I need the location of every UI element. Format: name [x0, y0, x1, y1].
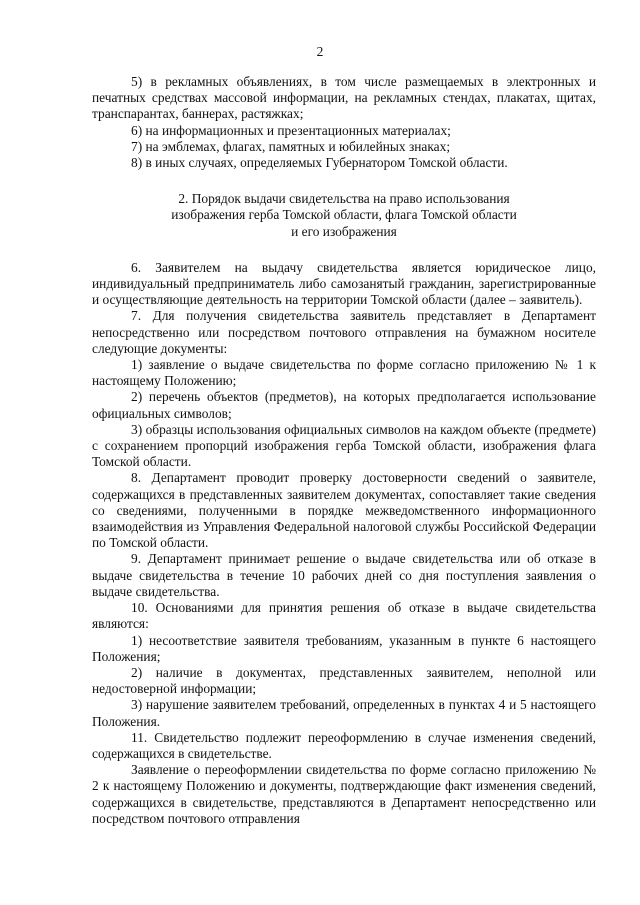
section-heading	[92, 191, 596, 240]
paragraph: 3) образцы использования официальных символов на каждом объекте (предмете) с сохранением пропорций изображения герба Томской области, изображения флага Томской области.	[92, 421, 596, 470]
section-heading-line: и его изображения	[291, 223, 397, 239]
paragraph: Заявление о переоформлении свидетельства по форме согласно приложению № 2 к настоящему Положению и документы, подтверждающие факт изменения сведений, содержащихся в свидетельстве, представляются в Департамент непосредственно или посредством почтового отправления	[92, 762, 596, 826]
paragraph: 8. Департамент проводит проверку достоверности сведений о заявителе, содержащихся в представленных заявителем документах, сопоставляет такие сведения со сведениями, полученными в порядке межведомственного информационного взаимодействия из Управления Федеральной налоговой службы Российской Федерации по Томской области.	[92, 470, 596, 551]
paragraph: 2) наличие в документах, представленных заявителем, неполной или недостоверной информации;	[92, 664, 596, 697]
paragraph: 9. Департамент принимает решение о выдаче свидетельства или об отказе в выдаче свидетельства в течение 10 рабочих дней со дня поступления заявления о выдаче свидетельства.	[92, 551, 596, 599]
paragraph: 11. Свидетельство подлежит переоформлению в случае изменения сведений, содержащихся в свидетельстве.	[92, 729, 596, 761]
list-item: 6) на информационных и презентационных материалах;	[131, 122, 451, 138]
paragraph: 7. Для получения свидетельства заявитель представляет в Департамент непосредственно или посредством почтового отправления на бумажном носителе следующие документы:	[92, 308, 596, 356]
section-heading-line: 2. Порядок выдачи свидетельства на право использования	[178, 191, 510, 207]
paragraph: 3) нарушение заявителем требований, определенных в пунктах 4 и 5 настоящего Положения.	[92, 697, 596, 729]
document-body	[92, 74, 596, 827]
paragraph: 6. Заявителем на выдачу свидетельства является юридическое лицо, индивидуальный предприниматель либо самозанятый гражданин, зарегистрированные и осуществляющие деятельность на территории Томской области (далее – заявитель).	[92, 259, 596, 308]
list-item: 8) в иных случаях, определяемых Губернатором Томской области.	[131, 155, 508, 171]
page-number: 2	[316, 44, 324, 59]
list-item: 5) в рекламных объявлениях, в том числе размещаемых в электронных и печатных средствах массовой информации, на рекламных стендах, плакатах, щитах, транспарантах, баннерах, растяжках;	[92, 74, 596, 122]
paragraph: 1) несоответствие заявителя требованиям, указанным в пункте 6 настоящего Положения;	[92, 632, 596, 664]
section-heading-line: изображения герба Томской области, флага Томской области	[171, 207, 517, 223]
paragraph: 1) заявление о выдаче свидетельства по форме согласно приложению № 1 к настоящему Положению;	[92, 357, 596, 389]
paragraph: 2) перечень объектов (предметов), на которых предполагается использование официальных символов;	[92, 389, 596, 421]
list-item: 7) на эмблемах, флагах, памятных и юбилейных знаках;	[131, 138, 451, 154]
paragraph: 10. Основаниями для принятия решения об отказе в выдаче свидетельства являются:	[92, 600, 596, 632]
